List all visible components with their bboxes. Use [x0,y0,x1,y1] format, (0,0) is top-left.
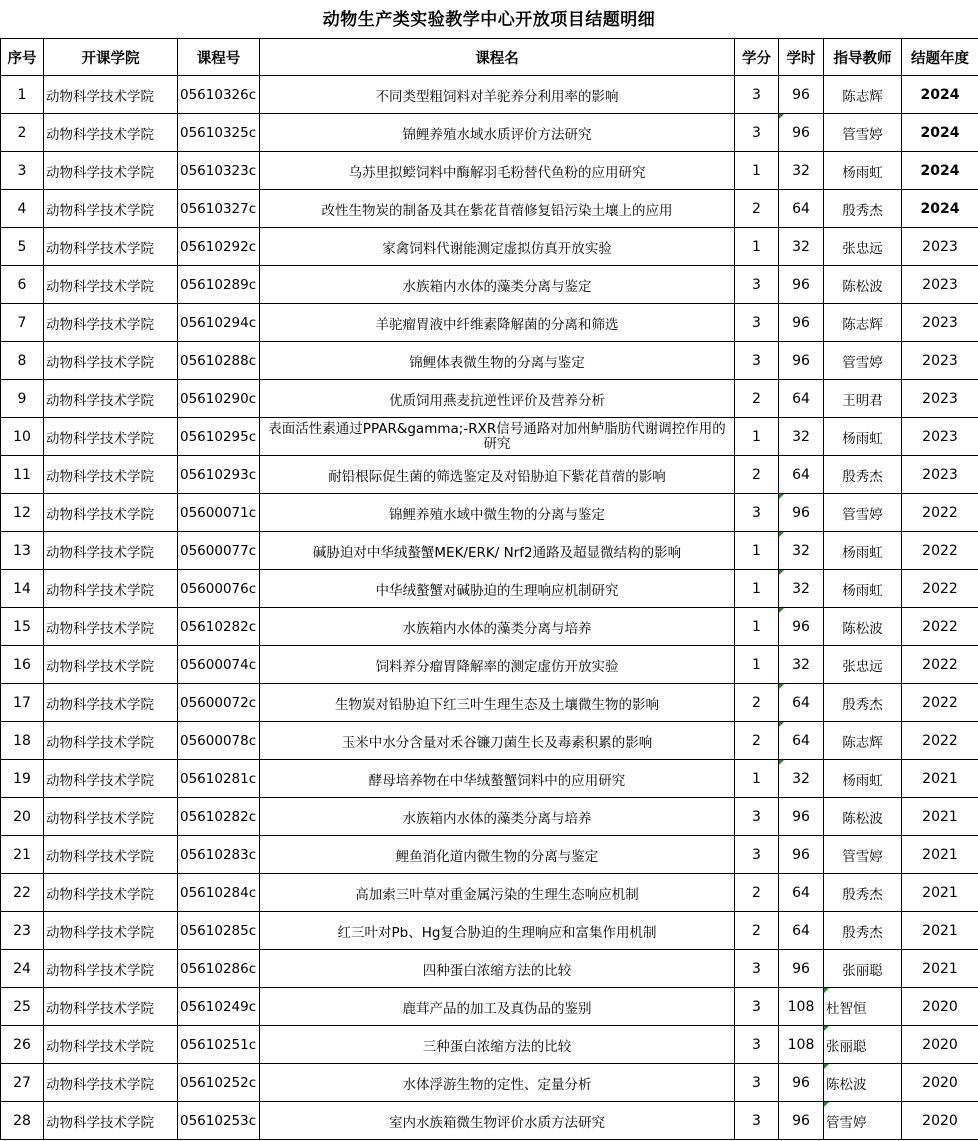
cell-college: 动物科学技术学院 [44,418,178,456]
cell-year: 2022 [902,684,978,722]
cell-course-name: 不同类型粗饲料对羊驼养分利用率的影响 [260,76,735,114]
cell-code: 05610327c [178,190,260,228]
cell-credit: 3 [735,950,779,988]
cell-teacher: 殷秀杰 [824,456,902,494]
cell-year: 2020 [902,1102,978,1140]
cell-course-name: 水族箱内水体的藻类分离与鉴定 [260,266,735,304]
cell-code: 05610288c [178,342,260,380]
table-row [1,874,978,912]
table-row [1,532,978,570]
cell-hours: 32 [779,532,824,570]
cell-hours: 96 [779,266,824,304]
cell-no: 12 [1,494,44,532]
cell-hours: 96 [779,304,824,342]
cell-year: 2020 [902,1064,978,1102]
cell-college: 动物科学技术学院 [44,1026,178,1064]
cell-credit: 1 [735,418,779,456]
cell-course-name: 水体浮游生物的定性、定量分析 [260,1064,735,1102]
cell-credit: 3 [735,304,779,342]
cell-hours: 96 [779,950,824,988]
cell-hours: 96 [779,608,824,646]
cell-teacher: 张忠远 [824,228,902,266]
cell-year: 2020 [902,1026,978,1064]
cell-course-name: 锦鲤养殖水域中微生物的分离与鉴定 [260,494,735,532]
table-row [1,76,978,114]
cell-no: 11 [1,456,44,494]
cell-teacher: 管雪婷 [824,494,902,532]
cell-year: 2024 [902,152,978,190]
cell-credit: 3 [735,342,779,380]
header-hours: 学时 [779,39,824,76]
cell-hours: 96 [779,798,824,836]
cell-college: 动物科学技术学院 [44,380,178,418]
table-row [1,988,978,1026]
page-title: 动物生产类实验教学中心开放项目结题明细 [322,10,656,30]
cell-course-name: 耐铅根际促生菌的筛选鉴定及对铅胁迫下紫花苜蓿的影响 [260,456,735,494]
cell-year: 2023 [902,418,978,456]
cell-college: 动物科学技术学院 [44,760,178,798]
cell-year: 2020 [902,988,978,1026]
cell-teacher: 殷秀杰 [824,684,902,722]
cell-no: 25 [1,988,44,1026]
cell-code: 05610295c [178,418,260,456]
table-row [1,836,978,874]
header-credit: 学分 [735,39,779,76]
cell-college: 动物科学技术学院 [44,912,178,950]
cell-year: 2023 [902,456,978,494]
cell-credit: 3 [735,266,779,304]
cell-year: 2022 [902,608,978,646]
cell-teacher: 张丽聪 [824,950,902,988]
cell-no: 4 [1,190,44,228]
table-row [1,304,978,342]
cell-code: 05610253c [178,1102,260,1140]
cell-credit: 3 [735,988,779,1026]
cell-college: 动物科学技术学院 [44,342,178,380]
cell-teacher: 杨雨虹 [824,760,902,798]
cell-college: 动物科学技术学院 [44,304,178,342]
cell-credit: 2 [735,912,779,950]
cell-code: 05600072c [178,684,260,722]
cell-year: 2023 [902,342,978,380]
table-row [1,1102,978,1140]
cell-course-name: 高加索三叶草对重金属污染的生理生态响应机制 [260,874,735,912]
cell-hours: 32 [779,646,824,684]
header-no: 序号 [1,39,44,76]
cell-hours: 32 [779,760,824,798]
cell-teacher: 陈松波 [824,1064,902,1102]
cell-course-name: 中华绒螯蟹对碱胁迫的生理响应机制研究 [260,570,735,608]
cell-teacher: 张丽聪 [824,1026,902,1064]
cell-year: 2024 [902,76,978,114]
cell-no: 22 [1,874,44,912]
cell-no: 9 [1,380,44,418]
cell-year: 2021 [902,950,978,988]
cell-code: 05600078c [178,722,260,760]
cell-teacher: 杨雨虹 [824,570,902,608]
cell-credit: 1 [735,152,779,190]
cell-college: 动物科学技术学院 [44,798,178,836]
cell-teacher: 王明君 [824,380,902,418]
table-row [1,684,978,722]
cell-code: 05610285c [178,912,260,950]
cell-teacher: 陈松波 [824,266,902,304]
cell-year: 2023 [902,380,978,418]
cell-no: 27 [1,1064,44,1102]
cell-hours: 64 [779,912,824,950]
cell-course-name: 优质饲用燕麦抗逆性评价及营养分析 [260,380,735,418]
cell-course-name: 三种蛋白浓缩方法的比较 [260,1026,735,1064]
cell-credit: 1 [735,608,779,646]
cell-code: 05610325c [178,114,260,152]
cell-no: 16 [1,646,44,684]
cell-college: 动物科学技术学院 [44,228,178,266]
table-row [1,380,978,418]
cell-year: 2022 [902,532,978,570]
cell-credit: 3 [735,1026,779,1064]
cell-code: 05610294c [178,304,260,342]
cell-credit: 1 [735,646,779,684]
cell-credit: 2 [735,456,779,494]
cell-hours: 96 [779,836,824,874]
cell-no: 8 [1,342,44,380]
cell-course-name: 锦鲤体表微生物的分离与鉴定 [260,342,735,380]
cell-credit: 2 [735,874,779,912]
cell-college: 动物科学技术学院 [44,152,178,190]
cell-teacher: 杨雨虹 [824,152,902,190]
cell-code: 05610281c [178,760,260,798]
cell-teacher: 陈松波 [824,798,902,836]
table-row [1,342,978,380]
cell-credit: 3 [735,1102,779,1140]
cell-code: 05600074c [178,646,260,684]
cell-no: 3 [1,152,44,190]
cell-course-name: 室内水族箱微生物评价水质方法研究 [260,1102,735,1140]
cell-credit: 3 [735,494,779,532]
cell-college: 动物科学技术学院 [44,114,178,152]
cell-course-name: 生物炭对铅胁迫下红三叶生理生态及土壤微生物的影响 [260,684,735,722]
header-row [1,39,978,76]
cell-no: 6 [1,266,44,304]
cell-year: 2022 [902,646,978,684]
cell-course-name: 羊驼瘤胃液中纤维素降解菌的分离和筛选 [260,304,735,342]
cell-college: 动物科学技术学院 [44,532,178,570]
projects-table [0,38,978,1140]
cell-hours: 64 [779,684,824,722]
cell-college: 动物科学技术学院 [44,1064,178,1102]
cell-hours: 32 [779,152,824,190]
cell-teacher: 杨雨虹 [824,418,902,456]
cell-no: 23 [1,912,44,950]
cell-hours: 32 [779,228,824,266]
cell-code: 05610289c [178,266,260,304]
cell-teacher: 殷秀杰 [824,874,902,912]
cell-course-name: 家禽饲料代谢能测定虚拟仿真开放实验 [260,228,735,266]
table-row [1,608,978,646]
cell-college: 动物科学技术学院 [44,988,178,1026]
cell-course-name: 酵母培养物在中华绒螯蟹饲料中的应用研究 [260,760,735,798]
cell-teacher: 陈志辉 [824,722,902,760]
cell-no: 1 [1,76,44,114]
cell-no: 14 [1,570,44,608]
table-row [1,798,978,836]
cell-college: 动物科学技术学院 [44,874,178,912]
cell-hours: 64 [779,456,824,494]
cell-college: 动物科学技术学院 [44,76,178,114]
header-teacher: 指导教师 [824,39,902,76]
table-row [1,950,978,988]
cell-credit: 1 [735,760,779,798]
cell-code: 05610290c [178,380,260,418]
cell-code: 05610323c [178,152,260,190]
cell-teacher: 管雪婷 [824,836,902,874]
cell-code: 05600071c [178,494,260,532]
table-row [1,760,978,798]
cell-hours: 96 [779,114,824,152]
table-row [1,266,978,304]
cell-course-name: 碱胁迫对中华绒螯蟹MEK/ERK/ Nrf2通路及超显微结构的影响 [260,532,735,570]
table-row [1,912,978,950]
cell-code: 05610251c [178,1026,260,1064]
cell-course-name: 玉米中水分含量对禾谷镰刀菌生长及毒素积累的影响 [260,722,735,760]
cell-credit: 2 [735,684,779,722]
header-course-name: 课程名 [260,39,735,76]
cell-college: 动物科学技术学院 [44,836,178,874]
cell-college: 动物科学技术学院 [44,646,178,684]
cell-college: 动物科学技术学院 [44,266,178,304]
cell-credit: 2 [735,722,779,760]
cell-teacher: 杨雨虹 [824,532,902,570]
cell-year: 2022 [902,570,978,608]
table-row [1,494,978,532]
cell-code: 05610283c [178,836,260,874]
cell-no: 13 [1,532,44,570]
cell-code: 05610282c [178,608,260,646]
cell-course-name: 水族箱内水体的藻类分离与培养 [260,608,735,646]
table-row [1,114,978,152]
cell-code: 05610249c [178,988,260,1026]
cell-no: 28 [1,1102,44,1140]
cell-teacher: 陈志辉 [824,76,902,114]
cell-year: 2023 [902,266,978,304]
cell-teacher: 管雪婷 [824,114,902,152]
cell-code: 05610326c [178,76,260,114]
cell-year: 2023 [902,228,978,266]
cell-hours: 64 [779,380,824,418]
cell-college: 动物科学技术学院 [44,494,178,532]
table-row [1,418,978,456]
header-code: 课程号 [178,39,260,76]
cell-code: 05600076c [178,570,260,608]
cell-hours: 64 [779,190,824,228]
cell-college: 动物科学技术学院 [44,570,178,608]
cell-year: 2022 [902,722,978,760]
cell-teacher: 殷秀杰 [824,912,902,950]
cell-course-name: 表面活性素通过PPAR&gamma;-RXR信号通路对加州鲈脂肪代谢调控作用的研究 [260,418,735,456]
table-row [1,456,978,494]
cell-hours: 108 [779,1026,824,1064]
cell-college: 动物科学技术学院 [44,950,178,988]
table-row [1,722,978,760]
cell-no: 7 [1,304,44,342]
cell-no: 2 [1,114,44,152]
cell-course-name: 锦鲤养殖水域水质评价方法研究 [260,114,735,152]
cell-hours: 64 [779,722,824,760]
cell-no: 5 [1,228,44,266]
cell-credit: 2 [735,380,779,418]
cell-code: 05610282c [178,798,260,836]
cell-year: 2024 [902,190,978,228]
cell-no: 24 [1,950,44,988]
cell-college: 动物科学技术学院 [44,1102,178,1140]
cell-year: 2021 [902,874,978,912]
cell-credit: 1 [735,570,779,608]
cell-hours: 96 [779,494,824,532]
cell-no: 21 [1,836,44,874]
cell-teacher: 管雪婷 [824,342,902,380]
cell-course-name: 饲料养分瘤胃降解率的测定虚仿开放实验 [260,646,735,684]
cell-credit: 2 [735,190,779,228]
cell-no: 18 [1,722,44,760]
cell-code: 05610284c [178,874,260,912]
cell-credit: 3 [735,76,779,114]
cell-teacher: 陈松波 [824,608,902,646]
cell-teacher: 张忠远 [824,646,902,684]
cell-code: 05600077c [178,532,260,570]
cell-year: 2022 [902,494,978,532]
cell-hours: 64 [779,874,824,912]
cell-teacher: 陈志辉 [824,304,902,342]
cell-hours: 96 [779,76,824,114]
cell-code: 05610292c [178,228,260,266]
cell-college: 动物科学技术学院 [44,456,178,494]
table-row [1,1026,978,1064]
cell-teacher: 管雪婷 [824,1102,902,1140]
cell-course-name: 鹿茸产品的加工及真伪品的鉴别 [260,988,735,1026]
cell-year: 2021 [902,912,978,950]
table-row [1,570,978,608]
table-row [1,646,978,684]
cell-credit: 3 [735,114,779,152]
cell-year: 2023 [902,304,978,342]
cell-no: 17 [1,684,44,722]
cell-course-name: 水族箱内水体的藻类分离与培养 [260,798,735,836]
cell-course-name: 乌苏里拟鲿饲料中酶解羽毛粉替代鱼粉的应用研究 [260,152,735,190]
cell-year: 2021 [902,760,978,798]
cell-hours: 108 [779,988,824,1026]
cell-teacher: 杜智恒 [824,988,902,1026]
cell-credit: 3 [735,836,779,874]
cell-year: 2021 [902,798,978,836]
cell-code: 05610293c [178,456,260,494]
table-row [1,1064,978,1102]
cell-teacher: 殷秀杰 [824,190,902,228]
cell-code: 05610286c [178,950,260,988]
cell-hours: 32 [779,570,824,608]
cell-college: 动物科学技术学院 [44,722,178,760]
cell-course-name: 四种蛋白浓缩方法的比较 [260,950,735,988]
cell-credit: 3 [735,798,779,836]
cell-year: 2021 [902,836,978,874]
table-row [1,228,978,266]
cell-college: 动物科学技术学院 [44,608,178,646]
cell-no: 19 [1,760,44,798]
cell-year: 2024 [902,114,978,152]
cell-hours: 96 [779,1102,824,1140]
header-year: 结题年度 [902,39,978,76]
cell-hours: 96 [779,1064,824,1102]
cell-credit: 1 [735,532,779,570]
cell-code: 05610252c [178,1064,260,1102]
cell-course-name: 红三叶对Pb、Hg复合胁迫的生理响应和富集作用机制 [260,912,735,950]
cell-no: 20 [1,798,44,836]
cell-credit: 3 [735,1064,779,1102]
cell-hours: 32 [779,418,824,456]
table-row [1,152,978,190]
cell-college: 动物科学技术学院 [44,190,178,228]
header-college: 开课学院 [44,39,178,76]
cell-course-name: 鲤鱼消化道内微生物的分离与鉴定 [260,836,735,874]
cell-no: 10 [1,418,44,456]
cell-credit: 1 [735,228,779,266]
cell-course-name: 改性生物炭的制备及其在紫花苜蓿修复铅污染土壤上的应用 [260,190,735,228]
cell-no: 15 [1,608,44,646]
cell-college: 动物科学技术学院 [44,684,178,722]
table-row [1,190,978,228]
cell-hours: 96 [779,342,824,380]
cell-no: 26 [1,1026,44,1064]
